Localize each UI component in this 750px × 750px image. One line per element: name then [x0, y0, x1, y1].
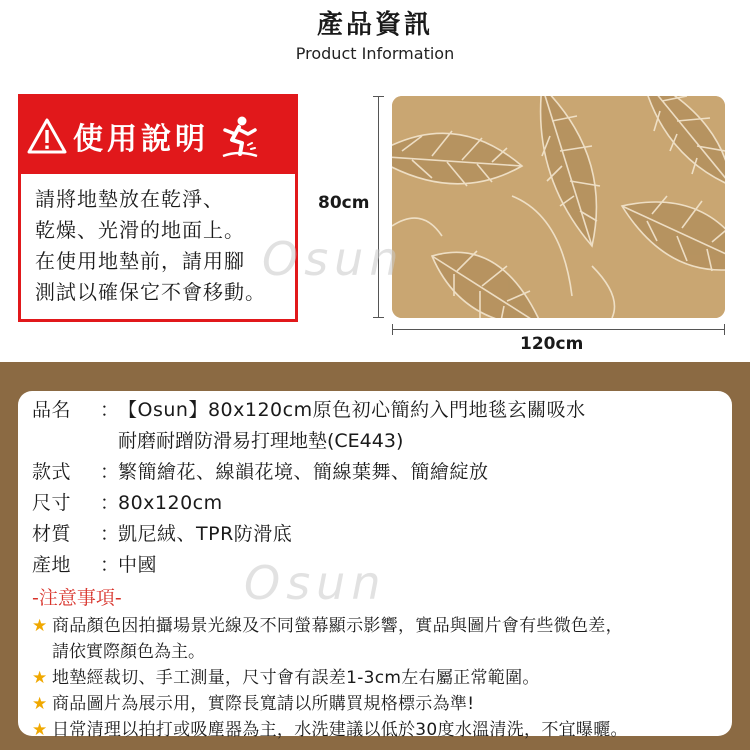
notice-item — [32, 665, 732, 691]
brand-watermark: Osun — [262, 232, 405, 286]
usage-header — [21, 97, 295, 174]
spec-row-material — [32, 519, 732, 550]
slip-hazard-icon — [215, 112, 263, 160]
usage-body — [21, 174, 295, 308]
leaf-pattern-image — [392, 96, 725, 318]
spec-value: 80x120cm — [118, 492, 223, 514]
spec-separator: ： — [100, 399, 120, 421]
mat-product-image — [392, 96, 725, 318]
spec-separator: ： — [100, 461, 120, 483]
page-subtitle: Product Information — [295, 44, 455, 63]
notice-text-continued: 請依實際顏色為主。 — [52, 642, 205, 662]
usage-line: 測試以確保它不會移動。 — [35, 280, 266, 304]
spec-row-style — [32, 457, 732, 488]
spec-label: 品名 — [32, 399, 72, 421]
spec-label: 款式 — [32, 461, 72, 483]
notice-title: -注意事項- — [32, 587, 122, 609]
spec-separator: ： — [100, 492, 120, 514]
notice-item — [32, 717, 732, 743]
notice-text: 商品顏色因拍攝場景光線及不同螢幕顯示影響，實品與圖片會有些微色差， — [52, 616, 623, 636]
spec-row-size — [32, 488, 732, 519]
notice-text: 日常清理以拍打或吸塵器為主，水洗建議以低於30度水溫清洗，不宜曝曬。 — [52, 720, 628, 740]
star-icon: ★ — [32, 720, 48, 740]
notice-item — [32, 691, 732, 717]
top-section — [0, 0, 750, 362]
notice-text: 商品圖片為展示用，實際長寬請以所購買規格標示為準! — [52, 694, 475, 714]
brand-watermark: Osun — [244, 556, 387, 610]
spec-value: 凱尼絨、TPR防滑底 — [118, 523, 293, 545]
usage-line: 乾燥、光滑的地面上。 — [35, 218, 245, 242]
page-title: 產品資訊 — [316, 10, 433, 40]
usage-title: 使用說明 — [73, 121, 209, 157]
spec-value: 【Osun】80x120cm原色初心簡約入門地毯玄關吸水 — [118, 399, 586, 421]
warning-icon — [27, 117, 67, 155]
spec-label: 產地 — [32, 554, 72, 576]
star-icon: ★ — [32, 694, 48, 714]
spec-value: 繁簡繪花、線韻花境、簡線葉舞、簡繪綻放 — [118, 461, 489, 483]
width-dimension-line — [392, 329, 725, 330]
spec-separator: ： — [100, 523, 120, 545]
star-icon: ★ — [32, 668, 48, 688]
spec-value-continued: 耐磨耐蹭防滑易打理地墊(CE443) — [118, 430, 404, 452]
width-dimension-label: 120cm — [520, 334, 584, 354]
usage-line: 請將地墊放在乾淨、 — [35, 187, 224, 211]
spec-label: 尺寸 — [32, 492, 72, 514]
height-dimension-label: 80cm — [318, 193, 370, 213]
usage-instructions-box — [18, 94, 298, 322]
star-icon: ★ — [32, 616, 48, 636]
notice-item — [32, 613, 732, 639]
spec-value: 中國 — [118, 554, 158, 576]
spec-separator: ： — [100, 554, 120, 576]
notice-text: 地墊經裁切、手工測量，尺寸會有誤差1-3cm左右屬正常範圍。 — [52, 668, 540, 688]
spec-row-name — [32, 395, 732, 426]
spec-label: 材質 — [32, 523, 72, 545]
usage-line: 在使用地墊前，請用腳 — [35, 249, 245, 273]
